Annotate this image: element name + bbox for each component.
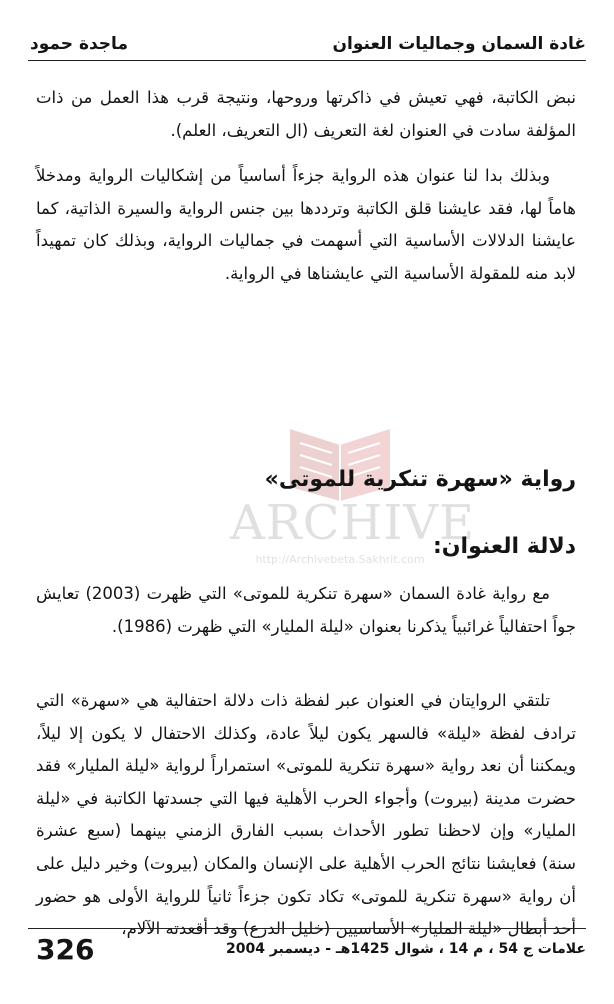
header-author: ماجدة حمود xyxy=(30,34,128,54)
paragraph-4: تلتقي الروايتان في العنوان عبر لفظة ذات دلالة احتفالية هي «سهرة» التي ترادف لفظة «ليلة» فالسهر يكون ليلاً عادة، وكذلك الاحتفال لا يكون إلا ليلاً، ويمكننا أن نعد رواية «سهرة تنكرية للموتى» استمراراً لرواية «ليلة المليار» فقد حضرت مدينة (بيروت) وأجواء الحرب الأهلية فيها التي جسدتها الكاتبة في «ليلة المليار» وإن لاحظنا تطور الأحداث بسبب الفارق الزمني بينهما (سبع عشرة سنة) فعايشنا نتائج الحرب الأهلية على الإنسان والمكان (بيروت) وخير دليل على أن رواية «سهرة تنكرية للموتى» تكاد تكون جزءاً ثانياً للرواية الأولى هو حضور أحد أبطال «ليلة المليار» الأساسيين (خليل الدرع) وقد أقعدته الآلام، xyxy=(36,691,576,939)
paragraph-2: وبذلك بدا لنا عنوان هذه الرواية جزءاً أساسياً من إشكاليات الرواية ومدخلاً هاماً لها، فقد عايشنا قلق الكاتبة وترددها بين جنس الرواية والسيرة الذاتية، كما عايشنا الدلالات الأساسية التي أسهمت في جماليات الرواية، وبذلك كان تمهيداً لابد منه للمقولة الأساسية التي عايشناها في الرواية. xyxy=(36,166,576,283)
watermark-url: http://Archivebeta.Sakhrit.com xyxy=(255,553,425,566)
journal-citation: علامات ج 54 ، م 14 ، شوال 1425هـ - ديسمبر 2004 xyxy=(226,941,586,957)
header-title: غادة السمان وجماليات العنوان xyxy=(332,34,586,54)
running-header xyxy=(28,30,586,61)
paragraph-3: مع رواية غادة السمان «سهرة تنكرية للموتى» التي ظهرت (2003) تعايش جواً احتفالياً غرائبياً يذكرنا بعنوان «ليلة المليار» التي ظهرت (1986). xyxy=(36,584,576,636)
subheading: دلالة العنوان: xyxy=(432,534,576,559)
book-logo-icon xyxy=(230,425,450,505)
page-number: 326 xyxy=(36,933,95,966)
page-footer xyxy=(28,928,586,969)
paragraph-1: نبض الكاتبة، فهي تعيش في ذاكرتها وروحها، ونتيجة قرب هذا العمل من ذات المؤلفة سادت في العنوان لغة التعريف (ال التعريف، العلم). xyxy=(36,88,576,140)
section-heading: رواية «سهرة تنكرية للموتى» xyxy=(264,467,576,492)
watermark-text: ARCHIVE xyxy=(230,495,476,551)
